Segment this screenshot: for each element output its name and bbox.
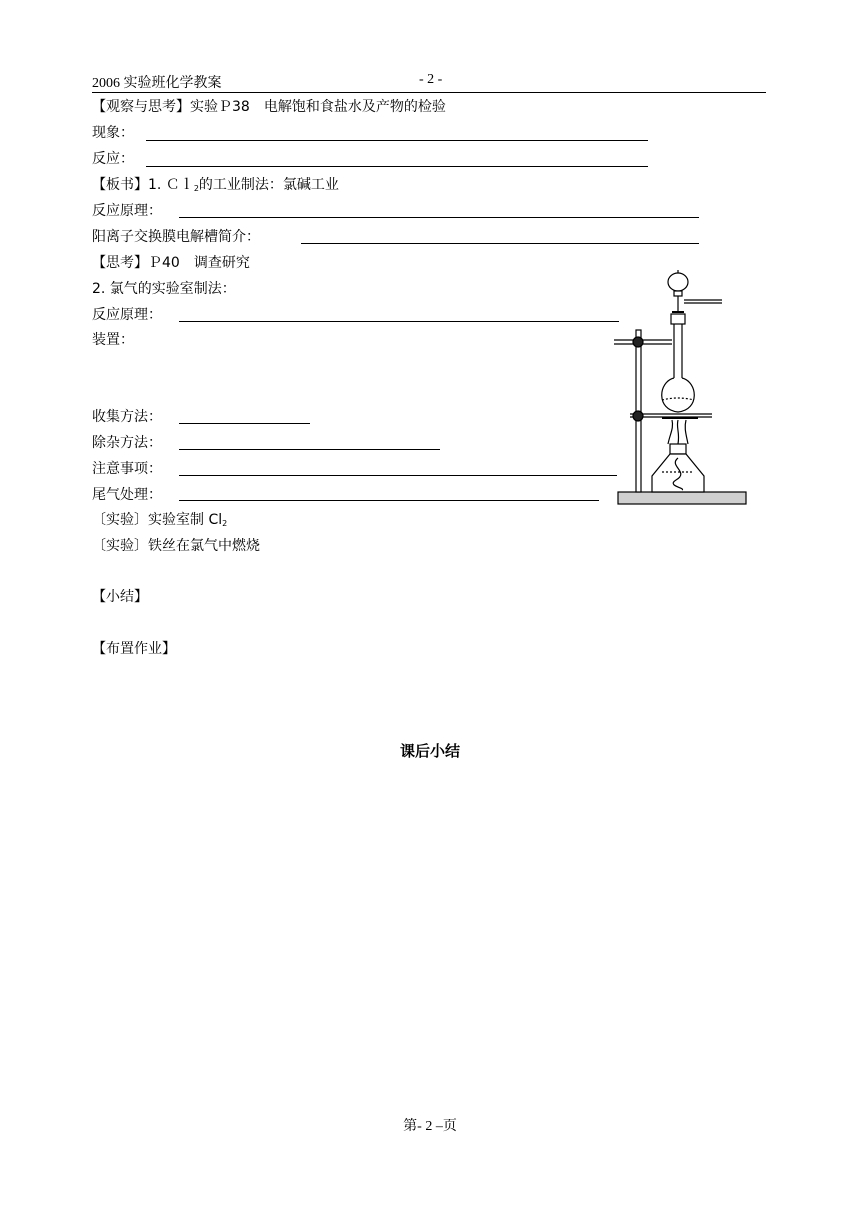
apparatus-label: 装置： (92, 332, 134, 348)
page-header (92, 72, 766, 93)
notes-blank[interactable] (179, 475, 617, 476)
reaction-blank[interactable] (146, 166, 648, 167)
tail-gas-label: 尾气处理： (92, 487, 162, 503)
principle2-label: 反应原理： (92, 307, 162, 323)
lamp-wick-holder (670, 444, 686, 454)
purify-label: 除杂方法： (92, 435, 162, 451)
chlorine-apparatus-diagram (606, 268, 751, 508)
principle1-label: 反应原理： (92, 203, 162, 219)
upper-clamp-knob (633, 337, 643, 347)
collect-label: 收集方法： (92, 409, 162, 425)
membrane-blank[interactable] (301, 243, 699, 244)
round-bottom-flask (662, 378, 695, 412)
after-class-summary-title: 课后小结 (399, 742, 460, 760)
notes-label: 注意事项： (92, 461, 162, 477)
principle2-blank[interactable] (179, 321, 619, 322)
stand-base (618, 492, 746, 504)
separatory-funnel (668, 273, 688, 291)
tail-gas-blank[interactable] (179, 500, 599, 501)
flame (668, 420, 688, 444)
summary-heading: 【小结】 (92, 589, 148, 605)
experiment1-prefix: 〔实验〕实验室制 Cl (92, 512, 223, 528)
homework-heading: 【布置作业】 (92, 641, 176, 657)
board-line (92, 176, 339, 198)
purify-blank[interactable] (179, 449, 440, 450)
collect-blank[interactable] (179, 423, 310, 424)
experiment2-line: 〔实验〕铁丝在氯气中燃烧 (92, 538, 260, 554)
board-prefix: 【板书】1. Ｃｌ (92, 177, 194, 193)
stopper (671, 314, 685, 324)
reaction-label: 反应： (92, 151, 134, 167)
board-suffix: 的工业制法：氯碱工业 (198, 177, 339, 193)
principle1-blank[interactable] (179, 217, 699, 218)
lab-method-line: 2. 氯气的实验室制法： (92, 281, 236, 297)
header-page-number: - 2 - (419, 72, 443, 87)
phenomenon-blank[interactable] (146, 140, 648, 141)
membrane-label: 阳离子交换膜电解槽简介： (92, 229, 260, 245)
alcohol-lamp (652, 454, 704, 492)
page-footer: 第- 2 –页 (403, 1119, 457, 1134)
header-title: 2006 实验班化学教案 (92, 76, 222, 91)
observe-line: 【观察与思考】实验Ｐ38 电解饱和食盐水及产物的检验 (92, 99, 446, 115)
experiment1-line (92, 511, 227, 533)
phenomenon-label: 现象： (92, 125, 134, 141)
experiment1-subscript: 2 (222, 519, 228, 528)
think-line: 【思考】Ｐ40 调查研究 (92, 255, 250, 271)
board-subscript: 2 (193, 184, 199, 193)
lower-clamp-knob (633, 411, 643, 421)
